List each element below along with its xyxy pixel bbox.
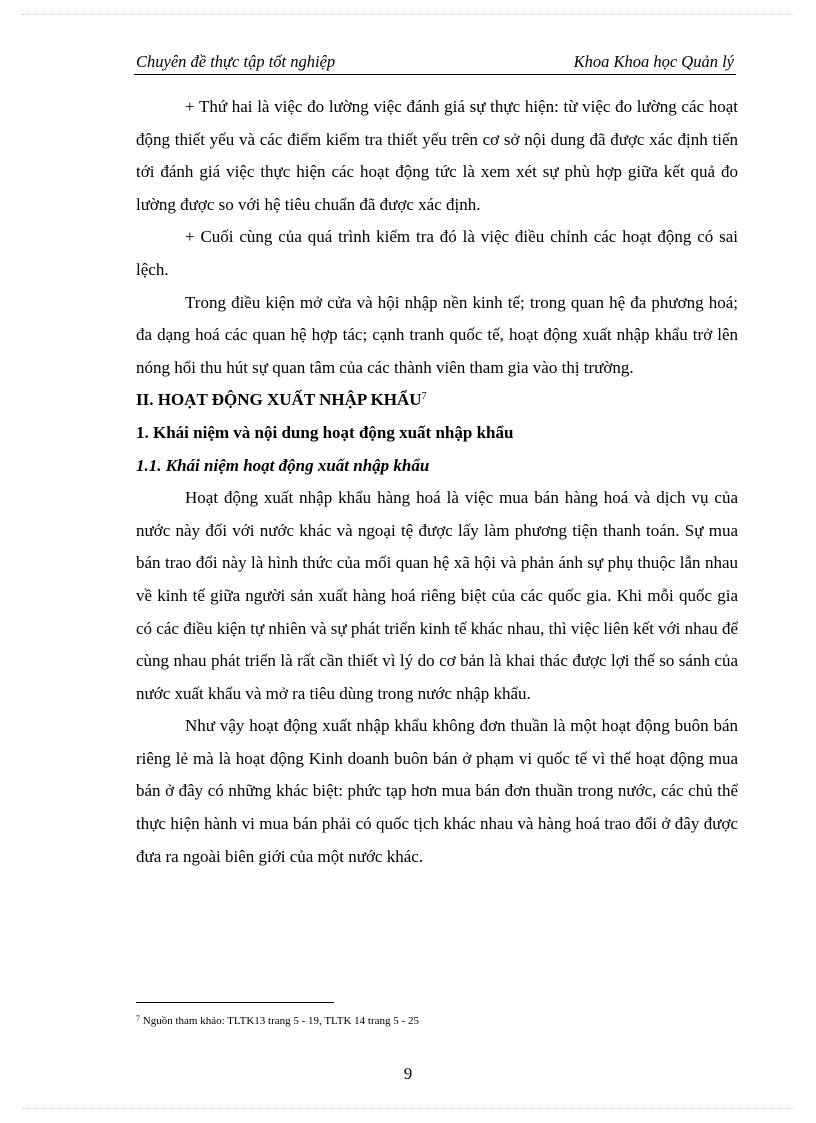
page-header xyxy=(134,50,736,75)
page-body xyxy=(136,91,738,873)
footnote-separator xyxy=(136,1002,334,1003)
paragraph-definition: Hoạt động xuất nhập khẩu hàng hoá là việc mua bán hàng hoá và dịch vụ của nước này đối với nước khác và ngoại tệ được lấy làm phương tiện thanh toán. Sự mua bán trao đổi này là hình thức của mối quan hệ xã hội và phản ánh sự phụ thuộc lẫn nhau về kinh tế giữa người sản xuất hàng hoá riêng biệt của các quốc gia. Khi mỗi quốc gia có các điều kiện tự nhiên và sự phát triển kinh tế khác nhau, thì việc liên kết với nhau để cùng nhau phát triển là rất cần thiết vì lý do cơ bản là khai thác được lợi thế so sánh của nước xuất khẩu và mở ra tiêu dùng trong nước nhập khẩu. xyxy=(136,488,738,703)
footnote xyxy=(136,1014,419,1028)
paragraph-measurement: + Thứ hai là việc đo lường việc đánh giá sự thực hiện: từ việc đo lường các hoạt động thiết yếu và các điểm kiểm tra thiết yếu trên cơ sở nội dung đã được xác định tiến tới đánh giá việc thực hiện các hoạt động tức là xem xét sự phù hợp giữa kết quả đo lường được so với hệ tiêu chuẩn đã được xác định. xyxy=(136,97,738,214)
header-document-title: Chuyên đề thực tập tốt nghiệp xyxy=(136,52,336,71)
page-number: 9 xyxy=(403,1064,413,1083)
paragraph-characteristics: Như vậy hoạt động xuất nhập khẩu không đơn thuần là một hoạt động buôn bán riêng lẻ mà là hoạt động Kinh doanh buôn bán ở phạm vi quốc tế vì thế hoạt động mua bán ở đây có những khác biệt: phức tạp hơn mua bán đơn thuần trong nước, các chủ thể thực hiện hành vi mua bán phải có quốc tịch khác nhau và hàng hoá trao đổi ở đây được đưa ra ngoài biên giới của một nước khác. xyxy=(136,716,738,866)
footnote-text: Nguồn tham khảo: TLTK13 trang 5 - 19, TLTK 14 trang 5 - 25 xyxy=(140,1015,419,1027)
section-heading-ii xyxy=(136,384,738,417)
paragraph-adjustment: + Cuối cùng của quá trình kiểm tra đó là việc điều chỉnh các hoạt động có sai lệch. xyxy=(136,227,738,279)
paragraph-integration: Trong điều kiện mở cửa và hội nhập nền kinh tế; trong quan hệ đa phương hoá; đa dạng hoá các quan hệ hợp tác; cạnh tranh quốc tế, hoạt động xuất nhập khẩu trở lên nóng hổi thu hút sự quan tâm của các thành viên tham gia vào thị trường. xyxy=(136,292,738,377)
footnote-marker: 7 xyxy=(136,1014,140,1023)
section-heading-1: 1. Khái niệm và nội dung hoạt động xuất nhập khẩu xyxy=(136,422,514,442)
section-heading-ii-text: II. HOẠT ĐỘNG XUẤT NHẬP KHẨU xyxy=(136,390,422,410)
footnote-reference: 7 xyxy=(421,391,427,403)
section-heading-1-1: 1.1. Khái niệm hoạt động xuất nhập khẩu xyxy=(136,455,430,475)
header-faculty-name: Khoa Khoa học Quản lý xyxy=(573,52,734,71)
